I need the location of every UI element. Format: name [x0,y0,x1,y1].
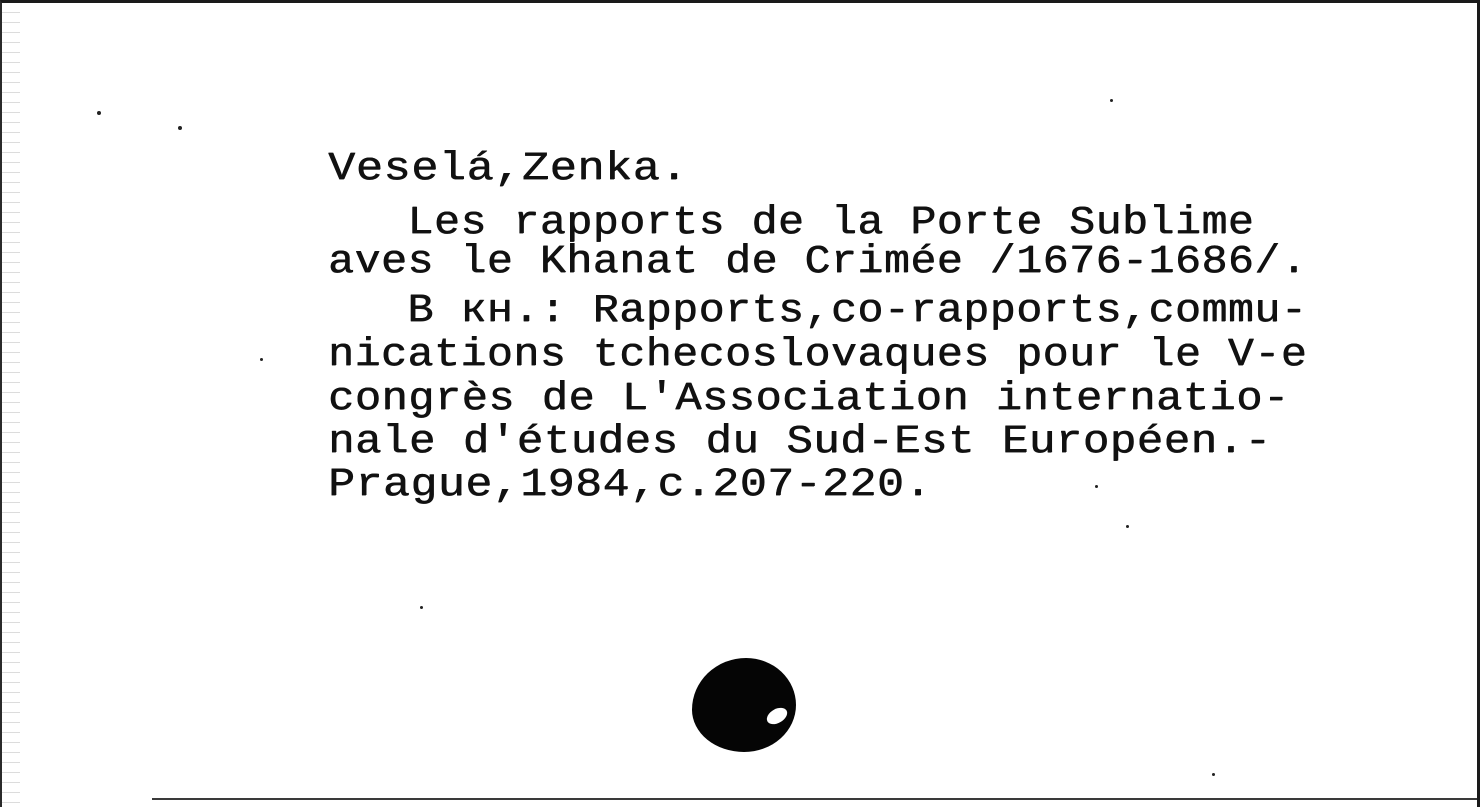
source-line-2: nications tchecoslovaques pour le V-e [328,333,1308,378]
speck [97,111,101,115]
title-line-1: Les rapports de la Porte Sublime [328,201,1255,246]
speck [1212,773,1215,776]
source-line-5: Prague,1984,c.207-220. [328,463,932,508]
author-heading: Veselá,Zenka. [328,147,688,192]
speck [260,358,263,361]
source-line-3: congrès de L'Association internatio- [328,377,1290,422]
source-line-1: B кн.: Rapports,co-rapports,commu- [328,289,1308,334]
card-bottom-edge [152,798,1480,800]
speck [1126,525,1129,528]
speck [178,126,182,130]
title-line-2: aves le Khanat de Crimée /1676-1686/. [328,240,1308,285]
speck [420,606,423,609]
speck [1095,485,1098,488]
speck [1110,99,1113,102]
source-line-4: nale d'études du Sud-Est Européen.- [328,420,1272,465]
punch-hole [692,658,796,752]
card-left-edge [2,3,20,807]
